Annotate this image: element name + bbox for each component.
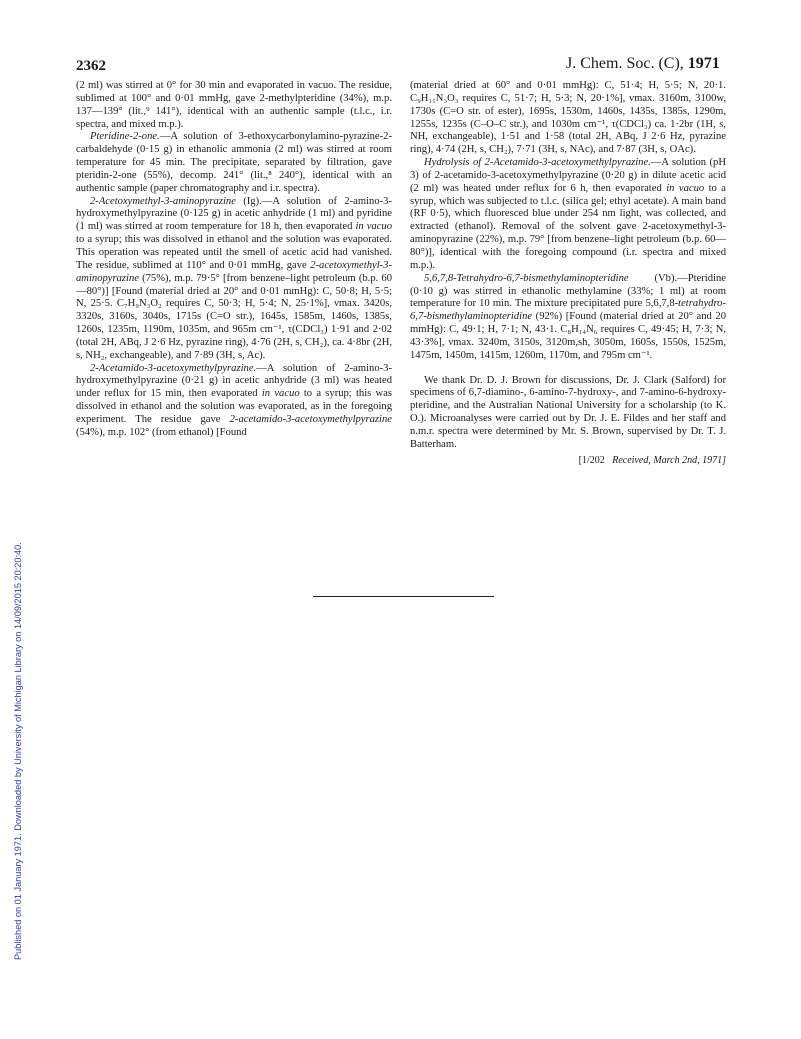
text-acetamido-c: (54%), m.p. 102° (from ethanol) [Found	[76, 426, 247, 438]
text-in-vacuo: in vacuo	[261, 388, 300, 400]
text-acetamido-a: —A solution of 2-amino-3-hydroxymethylpyrazine (0·21 g) in acetic anhydride (3 ml) was heated under reflux for 15 min, then evaporated	[76, 362, 392, 400]
paragraph-tetrahydro-pteridine	[410, 273, 726, 363]
acknowledgements: We thank Dr. D. J. Brown for discussions, Dr. J. Clark (Salford) for specimens of 6,7-diamino-, 6-amino-7-hydroxy-, and 7-amino-6-hydroxy-pteridine, and the Australian National University for a scholarship (to K. O.). Microanalyses were carried out by Dr. J. E. Fildes and her staff and n.m.r. spectra were determined by Mr. S. Brown, supervised by Dr. T. J. Batterham.	[410, 374, 726, 450]
text-in-vacuo: in vacuo	[666, 182, 705, 194]
text-acetoxymethyl-b: to a syrup; this was dissolved in ethanol and the solution was evaporated. This operation was repeated until the smell of acetic acid had vanished. The residue, sublimed at 110° and 0·01 mmHg, gave	[76, 234, 392, 271]
paragraph-pteridine-2-one	[76, 131, 392, 195]
product-name: 2-acetoxymethyl-3-aminopyrazine	[76, 259, 392, 284]
received-line	[410, 455, 726, 468]
text-tetrahydro-a: (Vb).—Pteridine (0·10 g) was stirred in ethanolic methylamine (33%; 1 ml) at room temperature for 10 min. The mixture precipitated pure 5,6,7,8-	[410, 272, 726, 310]
heading-hydrolysis: Hydrolysis of 2-Acetamido-3-acetoxymethylpyrazine.	[424, 157, 651, 169]
paragraph-acetamido-analysis: (material dried at 60° and 0·01 mmHg): C, 51·4; H, 5·5; N, 20·1. C₉H₁₁N₃O₃ requires C, 51·7; H, 5·3; N, 20·1%], νmax. 3160m, 3100w, 1730s (C=O str. of ester), 1695s, 1530m, 1460s, 1435s, 1385s, 1290m, 1255s, 1235s (C–O–C str.), and 1030m cm⁻¹, τ(CDCl₃) ca. 1·2br (1H, s, NH, exchangeable), 1·51 and 1·58 (total 2H, ABq, J 2·6 Hz, pyrazine ring), 4·74 (2H, s, CH₂), 7·71 (3H, s, NAc), and 7·87 (3H, s, OAc).	[410, 80, 726, 156]
journal-year: 1971	[687, 55, 720, 72]
paragraph-hydrolysis	[410, 157, 726, 273]
text-acetamido-b: to a syrup; this was dissolved in ethanol and the solution was evaporated, as in the foregoing experiment. The residue gave	[76, 388, 393, 425]
page-number: 2362	[76, 58, 106, 74]
journal-title: J. Chem. Soc. (C),	[566, 55, 684, 72]
left-column	[76, 80, 392, 440]
text-hydrolysis-a: —A solution (pH 3) of 2-acetamido-3-acetoxymethylpyrazine (0·20 g) in dilute acetic acid (2 ml) was heated under reflux for 6 h, then evaporated	[410, 157, 726, 194]
text-tetrahydro-b: (92%) [Found (material dried at 20° and 20 mmHg): C, 49·1; H, 7·1; N, 43·1. C₈H₁₄N₆ requires C, 49·45; H, 7·3; N, 43·3%], νmax. 3240m, 3150s, 3120m,sh, 3050m, 1605s, 1550s, 1525m, 1475m, 1450m, 1415m, 1260m, 1170m, and 795m cm⁻¹.	[410, 311, 726, 361]
text-hydrolysis-b: to a syrup, which was subjected to t.l.c. (silica gel; ethyl acetate). A main band (RF 0·5), which fluoresced blue under 254 nm light, was collected, and extracted (ethanol). Removal of the solvent gave 2-acetoxymethyl-3-aminopyrazine (22%), m.p. 79° [from benzene–light petroleum (b.p. 60—80°)], identical with the foregoing compound (i.r. spectra and mixed m.p.).	[410, 182, 726, 271]
paragraph-methylpteridine: (2 ml) was stirred at 0° for 30 min and evaporated in vacuo. The residue, sublimed at 100° and 0·01 mmHg, gave 2-methylpteridine (34%), m.p. 137—139° (lit.,⁹ 141°), identical with an authentic sample (t.l.c., i.r. spectra, and mixed m.p.).	[76, 80, 392, 130]
paragraph-acetamido-acetoxymethylpyrazine	[76, 363, 392, 440]
end-rule	[313, 596, 494, 597]
journal-header	[566, 55, 720, 73]
paragraph-acetoxymethyl-aminopyrazine	[76, 196, 392, 363]
received-date: Received, March 2nd, 1971]	[612, 454, 726, 466]
heading-pteridine-2-one: Pteridine-2-one.	[90, 131, 160, 143]
text-in-vacuo: in vacuo	[355, 221, 393, 233]
download-notice-text: Published on 01 January 1971. Downloaded by University of Michigan Library on 14/09/2015 20:20:40.	[13, 542, 23, 960]
product-name: tetrahydro-6,7-bismethylaminopteridine	[410, 298, 726, 323]
text-acetoxymethyl-a: (Ig).—A solution of 2-amino-3-hydroxymethylpyrazine (0·125 g) in acetic anhydride (1 ml) and pyridine (1 ml) was stirred at room temperature for 18 h, then evaporated	[76, 195, 392, 233]
heading-acetamido-acetoxymethylpyrazine: 2-Acetamido-3-acetoxymethylpyrazine.	[90, 362, 257, 374]
right-column	[410, 80, 726, 467]
download-notice	[2, 190, 23, 960]
heading-acetoxymethyl-aminopyrazine: 2-Acetoxymethyl-3-aminopyrazine	[90, 195, 236, 207]
received-ref: [1/202	[578, 454, 605, 466]
product-name: 2-acetamido-3-acetoxymethylpyrazine	[229, 413, 392, 425]
text-acetoxymethyl-c: (75%), m.p. 79·5° [from benzene–light petroleum (b.p. 60—80°)] [Found (material dried at 20° and 0·01 mmHg): C, 50·8; H, 5·5; N, 25·5. C₇H₉N₃O₂ requires C, 50·3; H, 5·4; N, 25·1%], νmax. 3420s, 3320s, 3160s, 3040s, 1715s (C=O str.), 1645s, 1585m, 1460s, 1385s, 1260s, 1235m, 1190m, 1035m, and 965m cm⁻¹, τ(CDCl₃) 1·91 and 2·02 (total 2H, ABq, J 2·6 Hz, pyrazine ring), 4·76 (2H, s, CH₂), ca. 4·8br (2H, s, NH₂, exchangeable), and 7·89 (3H, s, Ac).	[76, 272, 392, 361]
text-pteridine-2-one: —A solution of 3-ethoxycarbonylamino-pyrazine-2-carbaldehyde (0·15 g) in ethanolic ammonia (2 ml) was stirred at room temperature for 45 min. The precipitate, separated by filtration, gave pteridin-2-one (55%), decomp. 241° (lit.,⁸ 240°), identical with an authentic sample (paper chromatography and i.r. spectra).	[76, 131, 392, 194]
heading-tetrahydro-pteridine: 5,6,7,8-Tetrahydro-6,7-bismethylaminopteridine	[424, 272, 629, 284]
